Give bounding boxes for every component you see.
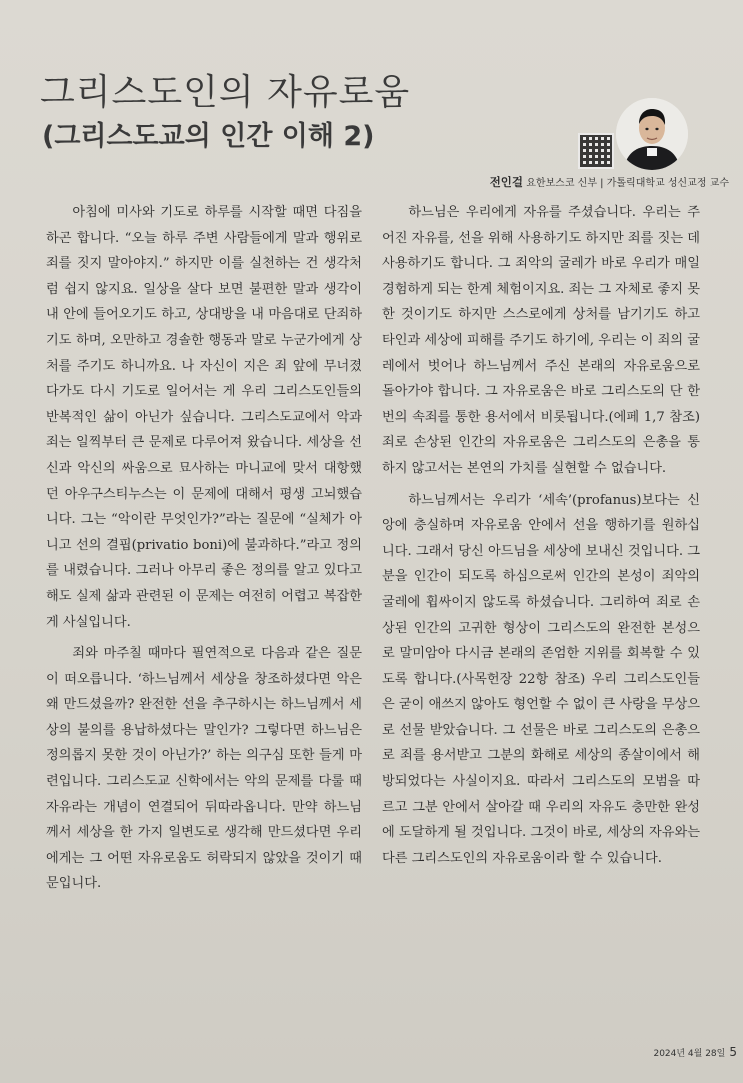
author-photo [616,98,688,170]
paragraph: 죄와 마주칠 때마다 필연적으로 다음과 같은 질문이 떠오릅니다. ‘하느님께서 세상을 창조하셨다면 악은 왜 만드셨을까? 완전한 선을 추구하시는 하느님께서 세상의 불의를 용납하셨다는 말인가? 그렇다면 하느님은 정의롭지 못한 것이 아닌가?’ 하는 의구심 또한 들게 마련입니다. 그리스도교 신학에서는 악의 문제를 다룰 때 자유라는 개념이 연결되어 뒤따라옵니다. 만약 하느님께서 세상을 한 가지 일변도로 생각해 만드셨다면 우리에게는 그 어떤 자유로움도 허락되지 않았을 것이기 때문입니다. [46,646,362,892]
author-byline [490,174,729,190]
issue-date: 2024년 4월 28일 [653,1049,726,1059]
article-title: 그리스도인의 자유로움 [40,72,411,114]
paragraph: 아침에 미사와 기도로 하루를 시작할 때면 다짐을 하곤 합니다. “오늘 하루 주변 사람들에게 말과 행위로 죄를 짓지 말아야지.” 하지만 이를 실천하는 건 생각처럼 쉽지 않지요. 일상을 살다 보면 불편한 말과 생각이 내 안에 들어오기도 하고, 상대방을 내 마음대로 단죄하기도 하며, 오만하고 경솔한 행동과 말로 누군가에게 상처를 주기도 하니까요. 나 자신이 지은 죄 앞에 무너졌다가도 다시 기도로 일어서는 게 우리 그리스도인들의 반복적인 삶이 아닌가 싶습니다. 그리스도교에서 악과 죄는 일찍부터 큰 문제로 다루어져 왔습니다. 세상을 선신과 악신의 싸움으로 묘사하는 마니교에 맞서 대항했던 아우구스티누스는 이 문제에 대해서 평생 고뇌했습니다. 그는 “악이란 무엇인가?”라는 질문에 “실체가 아니고 선의 결핍(privatio boni)에 불과하다.”라고 정의를 내렸습니다. 그러나 아무리 좋은 정의를 알고 있다고 해도 실제 삶과 관련된 이 문제는 여전히 어렵고 복잡한 게 사실입니다. [46,205,362,630]
article-column-left [46,200,362,897]
page-footer [653,1045,737,1059]
author-detail: 요한보스코 신부 | 가톨릭대학교 성신교정 교수 [523,178,729,189]
author-name: 전인걸 [489,175,524,189]
paragraph: 하느님께서는 우리가 ‘세속’(profanus)보다는 신앙에 충실하며 자유로움 안에서 선을 행하기를 원하십니다. 그래서 당신 아드님을 세상에 보내신 것입니다. 그분을 인간이 되도록 하심으로써 인간의 본성이 죄악의 굴레에 휩싸이지 않도록 하셨습니다. 그리하여 죄로 손상된 인간의 고귀한 형상이 그리스도의 완전한 본성으로 말미암아 다시금 본래의 존엄한 지위를 회복할 수 있도록 합니다.(사목헌장 22항 참조) 우리 그리스도인들은 굳이 애쓰지 않아도 형언할 수 없이 큰 사랑을 무상으로 선물 받았습니다. 그 선물은 바로 그리스도의 은총으로 죄를 용서받고 그분의 화해로 세상의 종살이에서 해방되었다는 사실이지요. 따라서 그리스도의 모범을 따르고 그분 안에서 살아갈 때 우리의 자유도 충만한 완성에 도달하게 될 것입니다. 그것이 바로, 세상의 자유와는 다른 그리스도인의 자유로움이라 할 수 있습니다. [382,492,700,866]
qr-code-icon [578,133,614,169]
author-portrait-icon [616,98,688,170]
article-column-right [382,200,700,871]
article-subtitle: (그리스도교의 인간 이해 2) [42,121,375,153]
paragraph: 하느님은 우리에게 자유를 주셨습니다. 우리는 주어진 자유를, 선을 위해 사용하기도 하지만 죄를 짓는 데 사용하기도 합니다. 그 죄악의 굴레가 바로 우리가 매일 경험하게 되는 한계 체험이지요. 죄는 그 자체로 좋지 못한 것이기도 하지만 스스로에게 상처를 남기기도 하고 타인과 세상에 피해를 주기도 하기에, 우리는 이 죄의 굴레에서 벗어나 하느님께서 주신 본래의 자유로움으로 돌아가야 합니다. 그 자유로움은 바로 그리스도의 단 한 번의 속죄를 통한 용서에서 비롯됩니다.(에페 1,7 참조) 죄로 손상된 인간의 자유로움은 그리스도의 은총을 통하지 않고서는 본연의 가치를 실현할 수 없습니다. [382,205,700,476]
page-number: 5 [729,1045,737,1059]
